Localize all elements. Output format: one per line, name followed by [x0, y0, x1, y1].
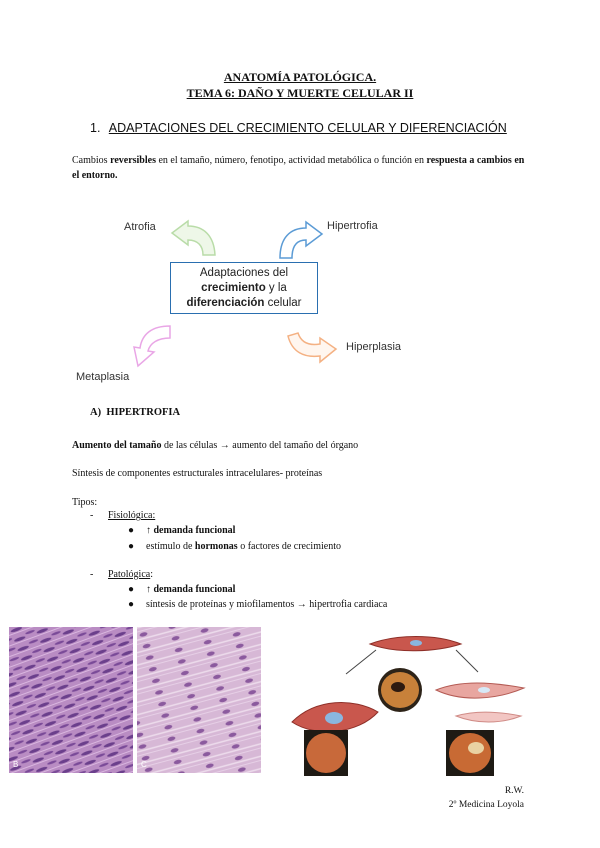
- center-box-bold-crecimiento: crecimiento: [201, 282, 266, 294]
- bullet-dot: ●: [128, 541, 135, 552]
- fis-bullet-2-a: estímulo de: [146, 541, 195, 552]
- myocyte-nucleus: [410, 640, 422, 646]
- intro-bold-respuesta: respuesta a cambios en el entorno.: [72, 155, 525, 181]
- document-title: ANATOMÍA PATOLÓGICA.: [223, 70, 377, 84]
- hipertrofia-synthesis: Síntesis de componentes estructurales intracelulares- proteínas: [72, 468, 323, 479]
- bullet-dot: ●: [128, 599, 135, 610]
- histology-micrographs: [9, 627, 261, 773]
- metaplasia-label: Metaplasia: [76, 371, 130, 383]
- footer-course: 2º Medicina Loyola: [448, 800, 524, 810]
- subsection-title: HIPERTROFIA: [106, 407, 181, 418]
- bullet-dot: ●: [128, 584, 135, 595]
- micrograph-left-label: B: [13, 760, 19, 769]
- center-box-text-3b: celular: [264, 297, 302, 309]
- hiperplasia-label: Hiperplasia: [346, 341, 402, 353]
- fis-bullet-2-c: o factores de crecimiento: [237, 541, 341, 552]
- arrow-to-hypertrophy: [346, 650, 376, 674]
- pat-bullet-1: [128, 584, 235, 595]
- fisiologica-label: Fisiológica:: [108, 510, 156, 521]
- intro-text-3: en el tamaño, número, fenotipo, actividad metabólica o función en: [155, 155, 427, 166]
- micrograph-normal: [9, 627, 133, 773]
- document-subtitle: TEMA 6: DAÑO Y MUERTE CELULAR II: [186, 86, 414, 100]
- bullet-dot: ●: [128, 525, 135, 536]
- center-box-text-2b: y la: [265, 282, 287, 294]
- pat-bullet-1-text: ↑ demanda funcional: [146, 584, 236, 595]
- micrograph-hypertrophy: [137, 627, 261, 773]
- hypertrophic-nucleus: [325, 712, 343, 724]
- subsection-label: A): [90, 407, 102, 418]
- hipertrofia-label: Hipertrofia: [327, 220, 378, 232]
- adaptations-center-box: [170, 262, 318, 314]
- patologica-label: Patológica: [108, 569, 151, 580]
- definition-rest: de las células → aumento del tamaño del órgano: [161, 440, 359, 451]
- atrofia-arrow: [172, 221, 215, 255]
- dead-myocyte: [456, 712, 521, 722]
- metaplasia-arrow: [134, 326, 170, 366]
- dash-marker: -: [90, 569, 94, 580]
- dash-marker: -: [90, 510, 94, 521]
- center-box-line-1: Adaptaciones del: [199, 267, 289, 279]
- tipos-label: Tipos:: [72, 497, 98, 508]
- center-box-line-3: [171, 296, 317, 311]
- center-box-line-2: [171, 281, 317, 296]
- injured-nucleus: [478, 687, 490, 693]
- intro-bold-reversibles: reversibles: [110, 155, 156, 166]
- infarct-area: [468, 742, 484, 754]
- fis-bullet-1: [128, 525, 235, 536]
- fis-bullet-2-bold: hormonas: [194, 541, 238, 552]
- fisiologica-item: [90, 510, 155, 521]
- pat-bullet-2: [128, 599, 387, 610]
- pat-bullet-2-text: síntesis de proteínas y miofilamentos → hipertrofia cardiaca: [146, 599, 388, 610]
- heart-section-hypertrophy: [306, 733, 346, 773]
- section-title: ADAPTACIONES DEL CRECIMIENTO CELULAR Y DIFERENCIACIÓN: [108, 121, 507, 135]
- adaptations-diagram: [0, 0, 600, 400]
- patologica-item: [90, 569, 153, 580]
- definition-bold: Aumento del tamaño: [72, 440, 162, 451]
- hipertrofia-arrow: [280, 222, 322, 258]
- intro-text-1: Cambios: [72, 155, 111, 166]
- arrow-to-injury: [456, 650, 478, 672]
- subsection-heading: [90, 407, 180, 418]
- fis-bullet-2: [128, 541, 341, 552]
- patologica-colon: :: [150, 569, 153, 580]
- heart-lumen: [391, 682, 405, 692]
- hipertrofia-definition: [72, 438, 532, 453]
- center-box-bold-diferenciacion: diferenciación: [186, 297, 265, 309]
- hiperplasia-arrow: [288, 333, 336, 362]
- fis-bullet-1-text: ↑ demanda funcional: [146, 525, 236, 536]
- section-number: 1.: [90, 121, 101, 135]
- atrofia-label: Atrofia: [124, 221, 156, 233]
- heart-section-infarct: [449, 733, 491, 773]
- footer-author: R.W.: [504, 786, 524, 796]
- cardiac-adaptation-figure: [286, 630, 531, 780]
- micrograph-right-label: C: [141, 760, 147, 769]
